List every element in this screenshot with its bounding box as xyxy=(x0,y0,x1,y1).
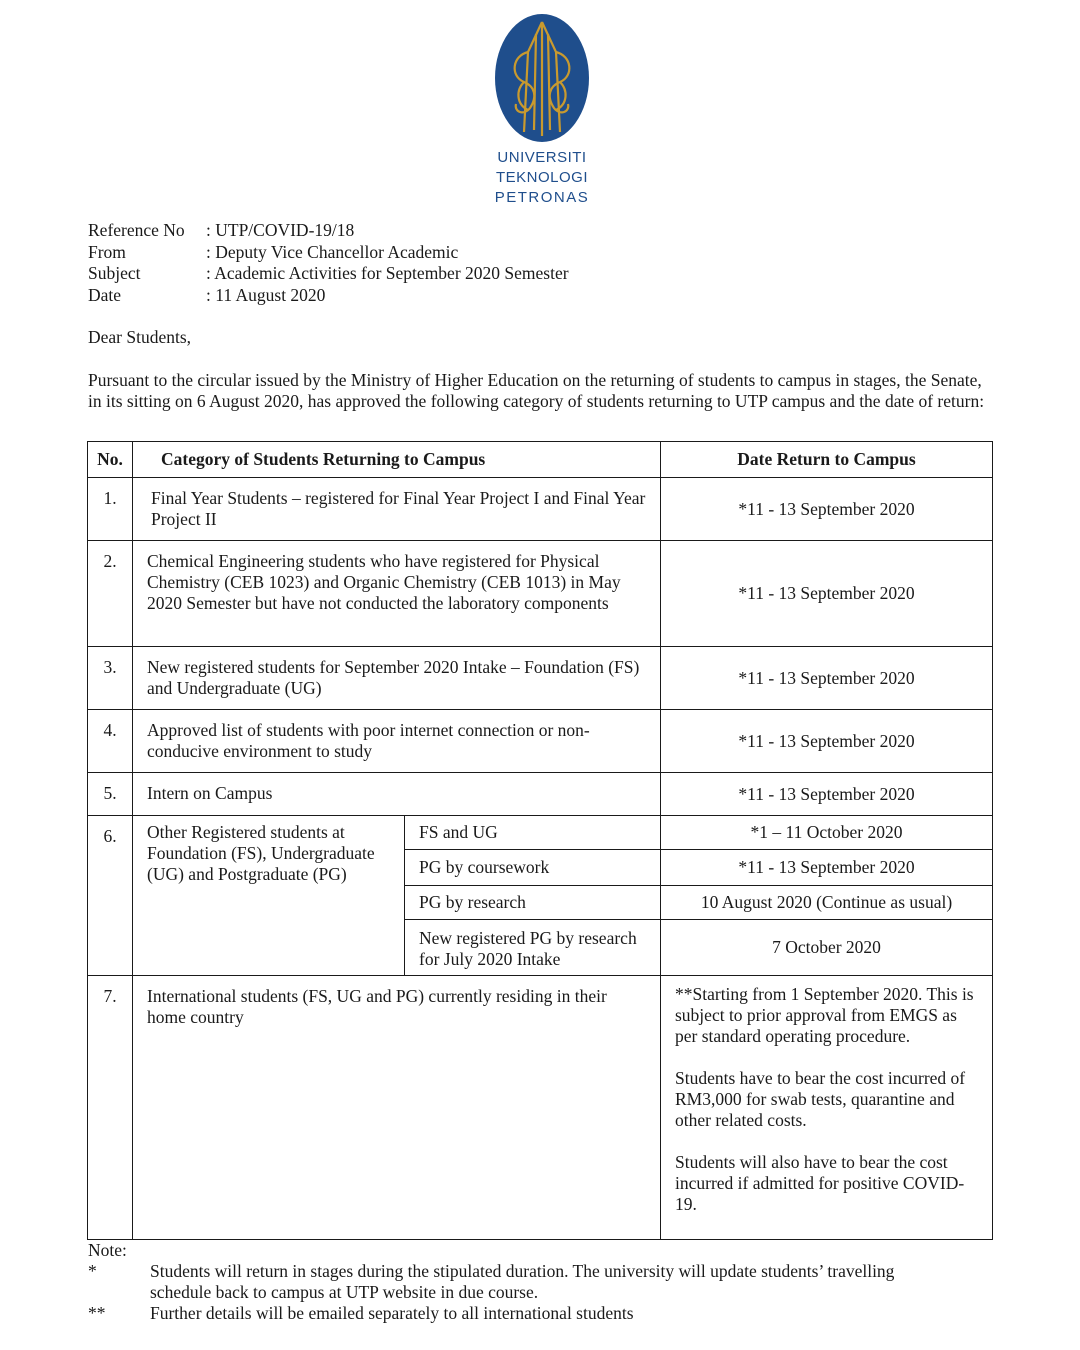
row-category: Other Registered students at Foundation (FS), Undergraduate (UG) and Postgraduate (PG) xyxy=(133,816,405,976)
memo-header xyxy=(88,220,569,306)
table-row xyxy=(88,478,993,541)
table-header-row xyxy=(88,442,993,478)
intro-paragraph: Pursuant to the circular issued by the Ministry of Higher Education on the returning of students to campus in stages, the Senate, in its sitting on 6 August 2020, has approved the following category of students returning to UTP campus and the date of return: xyxy=(88,370,985,411)
sub-category: PG by research xyxy=(405,886,661,920)
row-category: Final Year Students – registered for Final Year Project I and Final Year Project II xyxy=(133,478,661,541)
note-symbol: ** xyxy=(88,1303,106,1323)
row-category: New registered students for September 2020 Intake – Foundation (FS) and Undergraduate (UG) xyxy=(133,647,661,710)
row-date: *11 - 13 September 2020 xyxy=(661,647,993,710)
row-number: 5. xyxy=(88,773,133,816)
from-row xyxy=(88,242,569,264)
row-date-details xyxy=(661,976,993,1240)
detail-paragraph: Students have to bear the cost incurred of RM3,000 for swab tests, quarantine and other related costs. xyxy=(675,1068,966,1130)
notes-title: Note: xyxy=(88,1240,127,1260)
from-value: : Deputy Vice Chancellor Academic xyxy=(206,241,459,262)
reference-row xyxy=(88,220,569,242)
note-item xyxy=(88,1303,950,1324)
detail-paragraph: Students will also have to bear the cost incurred if admitted for positive COVID-19. xyxy=(675,1152,965,1214)
subject-row xyxy=(88,263,569,285)
university-logo xyxy=(484,12,600,208)
reference-value: : UTP/COVID-19/18 xyxy=(206,220,355,240)
header-category: Category of Students Returning to Campus xyxy=(133,442,661,478)
salutation: Dear Students, xyxy=(88,327,192,347)
row-date: *11 - 13 September 2020 xyxy=(661,710,993,773)
header-no: No. xyxy=(88,442,133,478)
row-category: Approved list of students with poor internet connection or non-conducive environment to study xyxy=(133,710,661,773)
note-text: Further details will be emailed separately to all international students xyxy=(150,1303,634,1323)
table-row xyxy=(88,647,993,710)
date-row xyxy=(88,285,569,307)
row-number: 3. xyxy=(88,647,133,710)
sub-date: 7 October 2020 xyxy=(661,920,993,976)
university-name-line1: UNIVERSITI xyxy=(497,149,587,166)
table-row xyxy=(88,773,993,816)
note-text: Students will return in stages during the stipulated duration. The university will update students’ travelling schedule back to campus at UTP website in due course. xyxy=(150,1261,895,1302)
note-item xyxy=(88,1261,950,1303)
note-symbol: * xyxy=(88,1261,97,1281)
sub-category: New registered PG by research for July 2020 Intake xyxy=(405,920,661,976)
header-date: Date Return to Campus xyxy=(661,442,993,478)
row-date: *11 - 13 September 2020 xyxy=(661,541,993,647)
row-number: 6. xyxy=(88,816,133,976)
university-name-line2: TEKNOLOGI xyxy=(495,169,589,186)
row-category: Intern on Campus xyxy=(133,773,661,816)
table-row xyxy=(88,710,993,773)
reference-label: Reference No xyxy=(88,220,185,240)
row-date: *11 - 13 September 2020 xyxy=(661,773,993,816)
row-date: *11 - 13 September 2020 xyxy=(661,478,993,541)
sub-date: *1 – 11 October 2020 xyxy=(661,816,993,850)
date-label: Date xyxy=(88,284,122,305)
row-category: International students (FS, UG and PG) currently residing in their home country xyxy=(133,976,661,1240)
return-schedule-table xyxy=(87,441,993,1240)
utp-emblem-icon xyxy=(484,12,600,152)
table-row xyxy=(88,541,993,647)
row-number: 1. xyxy=(88,478,133,541)
row-category: Chemical Engineering students who have registered for Physical Chemistry (CEB 1023) and Organic Chemistry (CEB 1013) in May 2020 Semester but have not conducted the laboratory components xyxy=(133,541,661,647)
notes-section xyxy=(88,1240,950,1324)
subject-value: : Academic Activities for September 2020 Semester xyxy=(206,263,569,283)
sub-date: 10 August 2020 (Continue as usual) xyxy=(661,886,993,920)
university-name-line3: PETRONAS xyxy=(494,189,590,206)
detail-paragraph: **Starting from 1 September 2020. This is subject to prior approval from EMGS as per standard operating procedure. xyxy=(675,984,974,1046)
row-number: 7. xyxy=(88,976,133,1240)
from-label: From xyxy=(88,241,126,262)
date-value: : 11 August 2020 xyxy=(206,284,326,305)
table-row xyxy=(88,816,993,850)
sub-category: PG by coursework xyxy=(405,850,661,886)
subject-label: Subject xyxy=(88,263,141,283)
row-number: 4. xyxy=(88,710,133,773)
sub-category: FS and UG xyxy=(405,816,661,850)
sub-date: *11 - 13 September 2020 xyxy=(661,850,993,886)
row-number: 2. xyxy=(88,541,133,647)
table-row xyxy=(88,976,993,1240)
